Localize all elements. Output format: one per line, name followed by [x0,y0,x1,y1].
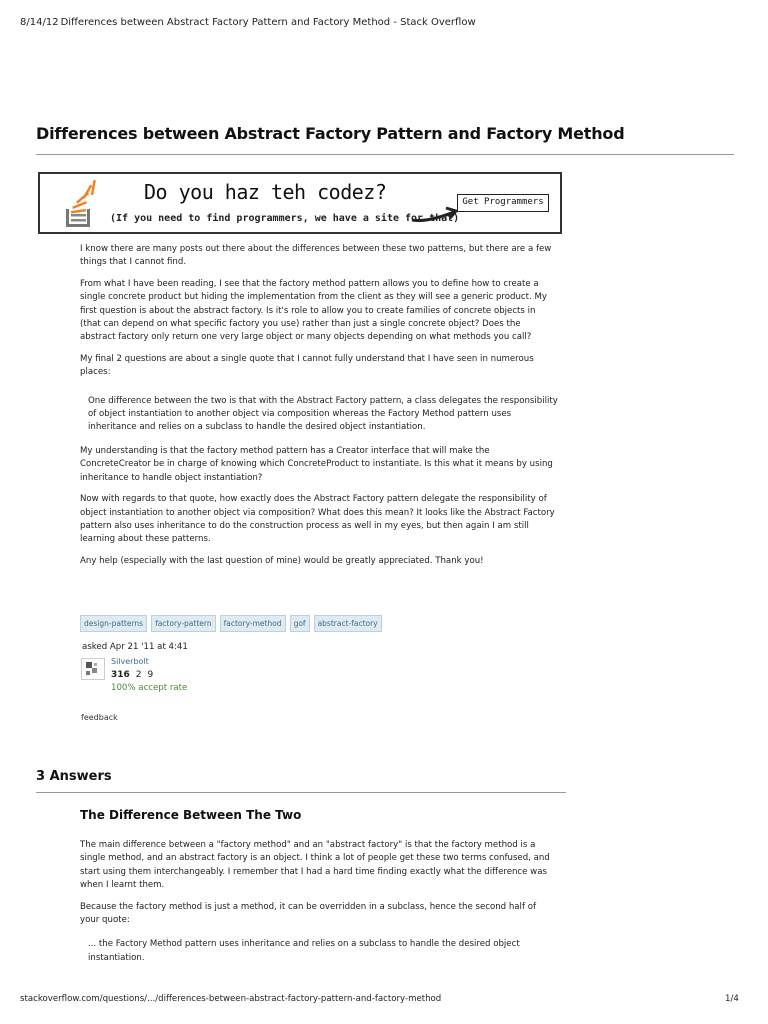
bronze-badge-count: 9 [147,670,154,680]
print-footer-url: stackoverflow.com/questions/.../differences-between-abstract-factory-pattern-and-factory-method [20,994,442,1004]
answers-count-heading: 3 Answers [36,769,112,784]
user-reputation [111,670,159,680]
get-programmers-button[interactable]: Get Programmers [457,194,549,212]
question-title[interactable]: Differences between Abstract Factory Pattern and Factory Method [36,124,625,143]
question-paragraph: I know there are many posts out there about the differences between these two patterns, but there are a few things that I cannot find. [80,244,552,268]
print-page-title: Differences between Abstract Factory Pattern and Factory Method - Stack Overflow [60,17,476,28]
tag-list [80,615,382,632]
tag-abstract-factory[interactable]: abstract-factory [314,615,382,632]
answers-divider [36,792,566,793]
question-paragraph: From what I have been reading, I see that the factory method pattern allows you to define how to create a single concrete product but hiding the implementation from the client as they will see a generic product. My first question is about the abstract factory. Is it's role to allow you to create families of concrete objects in (that can depend on what specific factory you use) rather than just a single concrete object? Does the abstract factory only return one very large object or many objects depending on what methods you call? [80,278,547,343]
question-paragraph: My final 2 questions are about a single quote that I cannot fully understand that I have seen in numerous places: [80,353,534,378]
stackoverflow-logo-icon [64,179,104,229]
avatar[interactable] [81,658,105,680]
answer-heading: The Difference Between The Two [80,808,302,822]
print-date: 8/14/12 [20,17,59,28]
question-paragraph: Now with regards to that quote, how exactly does the Abstract Factory pattern delegate the responsibility of object instantiation to another object via composition? What does this mean? It looks like the Abstract Factory pattern also uses inheritance to do the construction process as well in my eyes, but then again I am still learning about these patterns. [80,494,555,545]
question-body [80,243,558,576]
tag-gof[interactable]: gof [290,615,310,632]
tag-design-patterns[interactable]: design-patterns [80,615,147,632]
tag-factory-pattern[interactable]: factory-pattern [151,615,216,632]
arrow-right-icon [410,204,460,224]
answer-quote: ... the Factory Method pattern uses inheritance and relies on a subclass to handle the desired object instantiation. [88,939,520,963]
feedback-link[interactable]: feedback [81,713,118,722]
ad-banner[interactable] [38,172,562,234]
user-name-link[interactable]: Silverbolt [111,657,149,666]
asked-timestamp: asked Apr 21 '11 at 4:41 [82,642,188,652]
question-paragraph: My understanding is that the factory method pattern has a Creator interface that will make the ConcreteCreator be in charge of knowing which ConcreteProduct to instantiate. Is this what it means by using inheritance to handle object instantiation? [80,445,553,483]
title-divider [36,154,734,155]
question-paragraph: Any help (especially with the last question of mine) would be greatly appreciated. Thank you! [80,555,484,566]
answer-paragraph: The main difference between a "factory method" and an "abstract factory" is that the factory method is a single method, and an abstract factory is an object. I think a lot of people get these two terms confused, and start using them interchangeably. I remember that I had a hard time finding exactly what the difference was when I learnt them. [80,840,550,891]
silver-badge-count: 2 [135,670,142,680]
banner-headline: Do you haz teh codez? [144,180,387,204]
print-page-number: 1/4 [725,994,739,1004]
reputation-score: 316 [111,670,130,680]
answer-body [80,839,558,965]
tag-factory-method[interactable]: factory-method [220,615,286,632]
answer-paragraph: Because the factory method is just a method, it can be overridden in a subclass, hence the second half of your quote: [80,901,536,926]
user-avatar-icon [82,659,104,679]
question-quote: One difference between the two is that with the Abstract Factory pattern, a class delegates the responsibility of object instantiation to another object via composition whereas the Factory Method pattern uses inheritance and relies on a subclass to handle the desired object instantiation. [80,389,558,435]
banner-subline: (If you need to find programmers, we have a site for that) [110,213,460,224]
accept-rate: 100% accept rate [111,683,188,693]
print-header [20,17,476,28]
